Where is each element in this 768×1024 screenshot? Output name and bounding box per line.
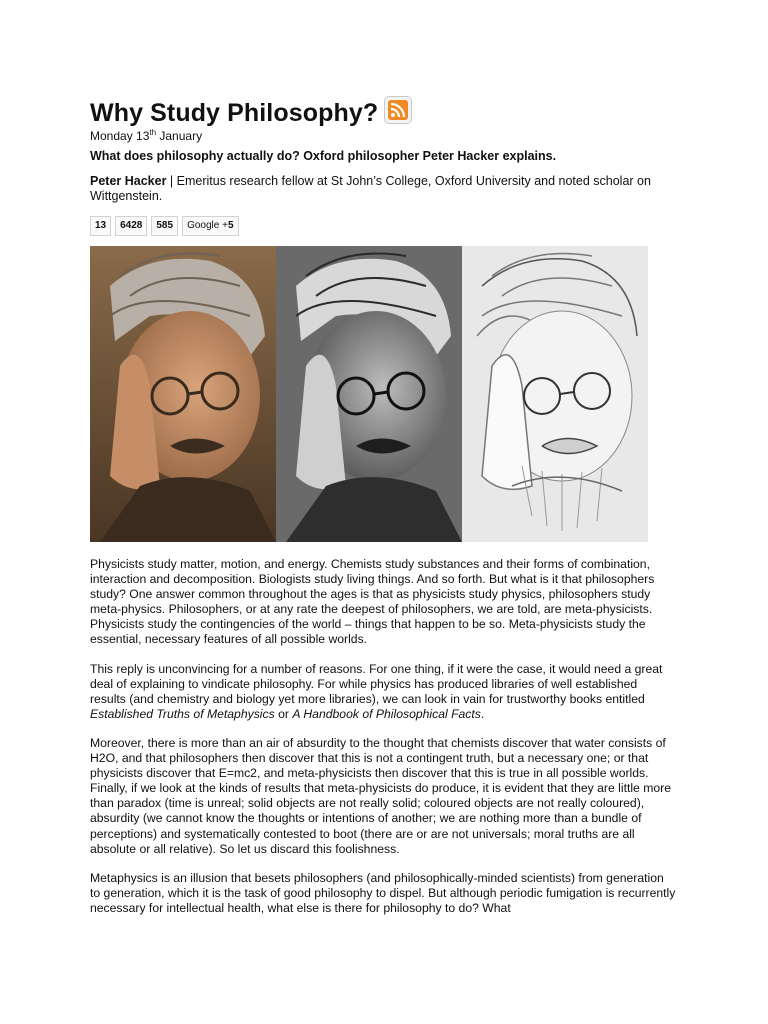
author-line	[90, 174, 676, 204]
share-count-button-3[interactable]: 585	[151, 216, 178, 236]
article-body	[90, 557, 676, 916]
share-count-button-1[interactable]: 13	[90, 216, 111, 236]
rss-icon[interactable]	[384, 96, 412, 124]
portrait-triptych	[90, 246, 648, 542]
paragraph-3: Moreover, there is more than an air of absurdity to the thought that chemists discover that water consists of H2O, and that philosophers then discover that this is not a contingent truth, but a necessary one; or that physicists discover that E=mc2, and meta-physicists then discover that this is true in all possible worlds.	[90, 735, 666, 781]
page-title: Why Study Philosophy?	[90, 98, 379, 127]
google-plus-button[interactable]: Google +5	[182, 216, 238, 236]
paragraph-2: This reply is unconvincing for a number of reasons. For one thing, if it were the case, it would need a great deal of explaining to vindicate philosophy. For while physics has produced libraries of well established results (and chemistry and biology yet more libraries), we can look in vain for trustworthy books entitled Established Truths of Metaphysics or A Handbook of Philosophical Facts.	[90, 661, 663, 721]
share-count-button-2[interactable]: 6428	[115, 216, 147, 236]
paragraph-5: Metaphysics is an illusion that besets philosophers (and philosophically-minded scientists) from generation to generation, which it is the task of good philosophy to dispel. But although periodic fumigation is recurrently necessary for intellectual health, what else is there for philosophy to do? What	[90, 870, 676, 915]
title-row	[90, 94, 676, 132]
paragraph-1: Physicists study matter, motion, and energy. Chemists study substances and their forms of combination, interaction and decomposition. Biologists study living things. And so forth. But what is it that philosophers study? One answer common throughout the ages is that as physicists study physics, philosophers study meta-physics. Philosophers, or at any rate the deepest of philosophers, we are told, are meta-physicists. Physicists study the contingencies of the world – things that happen to be so. Meta-physicists study the essential, necessary features of all possible worlds.	[90, 557, 655, 647]
article-subtitle: What does philosophy actually do? Oxford philosopher Peter Hacker explains.	[90, 149, 557, 163]
paragraph-4: Finally, if we look at the kinds of results that meta-physicists do produce, it is evident that they are little more than paradox (time is unreal; solid objects are not really solid; coloured objects are not really coloured), absurdity (we cannot know the thoughts or intentions of another; we are nothing more than a bundle of perceptions) and systematically contested to boot (there are or are not universals; moral truths are all absolute or all relative). So let us discard this foolishness.	[90, 781, 671, 856]
portrait-sketch	[462, 246, 648, 542]
article	[90, 94, 676, 930]
article-date: Monday 13th January	[90, 128, 203, 143]
author-name[interactable]: Peter Hacker	[90, 174, 167, 188]
author-bio: | Emeritus research fellow at St John’s College, Oxford University and noted scholar on Wittgenstein.	[90, 174, 651, 203]
portrait-grayscale	[276, 246, 462, 542]
portrait-color	[90, 246, 276, 542]
social-share-bar	[90, 216, 676, 236]
